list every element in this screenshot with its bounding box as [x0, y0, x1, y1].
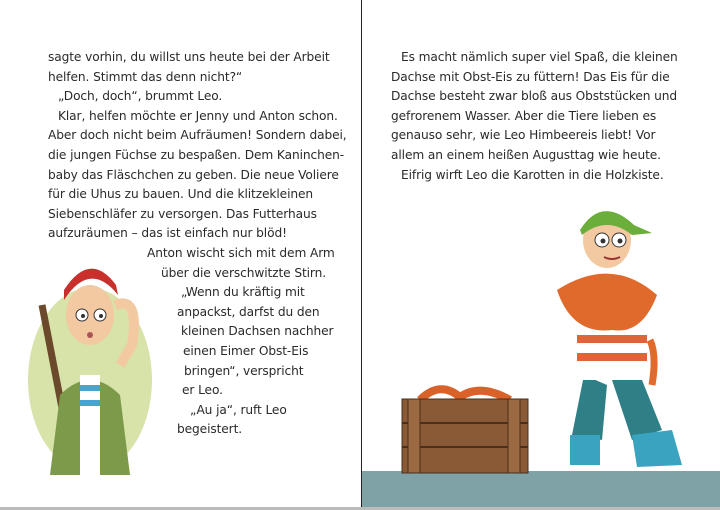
- text-line: Eifrig wirft Leo die Karotten in die Holzkiste.: [401, 167, 664, 182]
- right-text-block: [391, 48, 678, 185]
- wrapped-text-block: [147, 244, 335, 440]
- text-line: die jungen Füchse zu bespaßen. Dem Kaninchen-: [48, 147, 345, 162]
- text-line: „Au ja“, ruft Leo: [190, 402, 287, 417]
- text-line: gefrorenem Wasser. Aber die Tiere lieben es: [391, 108, 657, 123]
- text-line: über die verschwitzte Stirn.: [161, 265, 327, 280]
- text-line: Klar, helfen möchte er Jenny und Anton schon.: [58, 108, 338, 123]
- text-line: „Doch, doch“, brummt Leo.: [58, 89, 223, 104]
- text-line: einen Eimer Obst-Eis: [183, 343, 309, 358]
- leo-illustration: [522, 195, 702, 480]
- text-line: Es macht nämlich super viel Spaß, die kleinen: [401, 50, 678, 64]
- text-line: bringen“, verspricht: [184, 363, 304, 378]
- text-line: kleinen Dachsen nachher: [181, 324, 334, 339]
- text-line: Aber doch nicht beim Aufräumen! Sondern dabei,: [48, 128, 347, 143]
- text-line: helfen. Stimmt das denn nicht?“: [48, 69, 243, 84]
- right-page: [362, 0, 720, 510]
- text-line: Anton wischt sich mit dem Arm: [147, 246, 335, 260]
- text-line: allem an einem heißen Augusttag wie heute.: [391, 147, 661, 162]
- text-line: er Leo.: [182, 383, 223, 398]
- wooden-crate: [400, 375, 530, 475]
- text-line: baby das Fläschchen zu geben. Die neue Voliere: [48, 167, 339, 182]
- left-text-block: [48, 48, 347, 244]
- text-line: für die Uhus zu bauen. Und die klitzekleinen: [48, 187, 314, 202]
- text-line: Siebenschläfer zu versorgen. Das Futterhaus: [48, 206, 317, 221]
- text-line: sagte vorhin, du willst uns heute bei der Arbeit: [48, 50, 330, 64]
- text-line: begeistert.: [177, 422, 243, 437]
- text-line: genauso sehr, wie Leo Himbeereis liebt! Vor: [391, 128, 656, 143]
- text-line: anpackst, darfst du den: [177, 304, 320, 319]
- text-line: „Wenn du kräftig mit: [181, 285, 305, 300]
- text-line: Dachse mit Obst-Eis zu füttern! Das Eis für die: [391, 69, 670, 84]
- text-line: Dachse besteht zwar bloß aus Obststücken und: [391, 89, 678, 104]
- text-line: aufzuräumen – das ist einfach nur blöd!: [48, 226, 287, 241]
- anton-illustration: [20, 245, 170, 475]
